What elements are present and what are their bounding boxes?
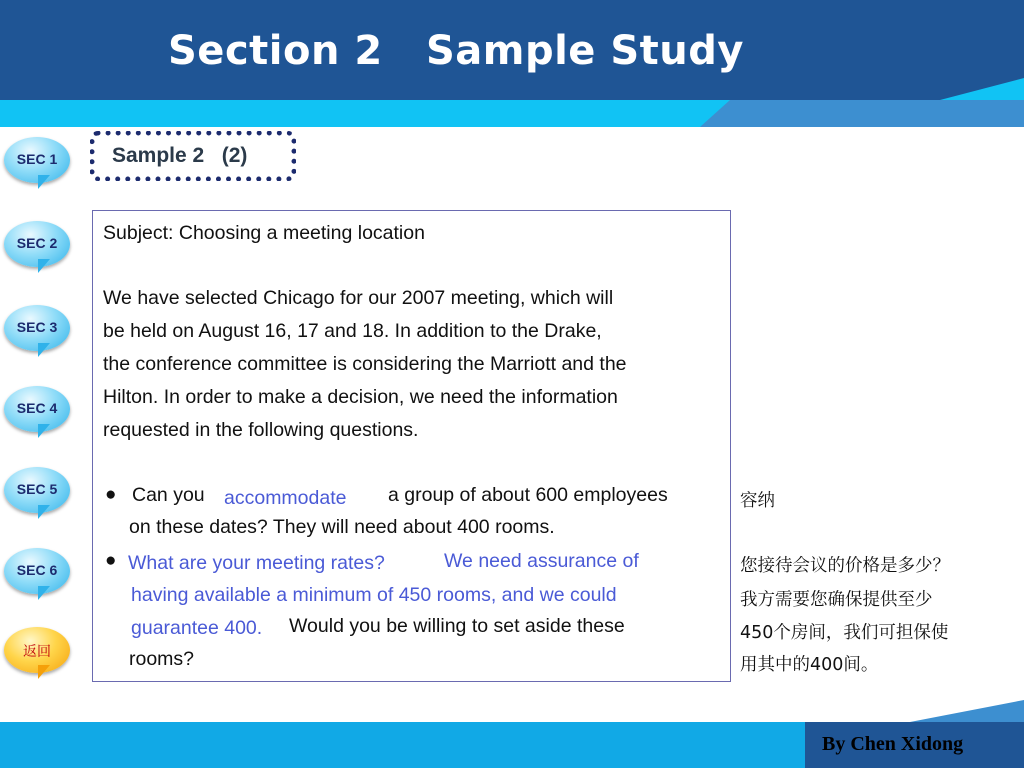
bubble-tail	[38, 175, 50, 189]
q2-fill-c: having available a minimum of 450 rooms, and we could	[131, 584, 617, 606]
header-accent-shape	[700, 100, 730, 127]
q2-fill-a: What are your meeting rates?	[128, 552, 385, 574]
bubble-tail	[38, 259, 50, 273]
q1-prefix: Can you	[132, 484, 205, 506]
nav-label: SEC 3	[16, 319, 58, 335]
letter-subject: Subject: Choosing a meeting location	[103, 222, 425, 244]
header-accent-strip	[730, 100, 1024, 127]
nav-label: SEC 4	[16, 400, 58, 416]
letter-line: be held on August 16, 17 and 18. In addition to the Drake,	[103, 320, 602, 342]
q1-fill-in: accommodate	[224, 487, 347, 509]
note-translation-1: 容纳	[740, 491, 775, 511]
bubble-tail	[38, 665, 50, 679]
letter-box	[92, 210, 731, 682]
header-accent-wedge	[940, 78, 1024, 100]
nav-button-sec-3[interactable]	[4, 305, 72, 363]
bubble-tail	[38, 343, 50, 357]
bubble-tail	[38, 586, 50, 600]
q1-line-2: on these dates? They will need about 400 rooms.	[129, 516, 555, 538]
nav-label: SEC 6	[16, 562, 58, 578]
nav-label: SEC 2	[16, 235, 58, 251]
note-translation-line: 您接待会议的价格是多少？	[740, 556, 950, 576]
back-button[interactable]	[4, 627, 72, 685]
note-translation-line: 用其中的400间。	[740, 655, 879, 675]
nav-button-sec-2[interactable]	[4, 221, 72, 279]
page-title: Section 2 Sample Study	[168, 28, 744, 74]
q2-fill-d: guarantee 400.	[131, 617, 263, 639]
nav-label: SEC 5	[16, 481, 58, 497]
back-label: 返回	[23, 644, 51, 660]
note-translation-line: 我方需要您确保提供至少	[740, 590, 933, 610]
q2-line-4: rooms?	[129, 648, 195, 670]
nav-label: SEC 1	[16, 151, 58, 167]
nav-button-sec-1[interactable]	[4, 137, 72, 195]
sample-title: Sample 2 (2)	[112, 144, 248, 167]
q2-fill-b: We need assurance of	[444, 550, 639, 572]
note-translation-line: 450个房间，我们可担保使	[740, 623, 949, 643]
nav-button-sec-4[interactable]	[4, 386, 72, 444]
letter-line: the conference committee is considering the Marriott and the	[103, 353, 627, 375]
bubble-tail	[38, 505, 50, 519]
author-credit: By Chen Xidong	[822, 733, 964, 755]
nav-button-sec-6[interactable]	[4, 548, 72, 606]
nav-button-sec-5[interactable]	[4, 467, 72, 525]
bullet-icon: ●	[105, 484, 117, 505]
letter-line: requested in the following questions.	[103, 419, 419, 441]
footer-accent-wedge	[910, 700, 1024, 722]
letter-line: We have selected Chicago for our 2007 meeting, which will	[103, 287, 614, 309]
q1-suffix: a group of about 600 employees	[388, 484, 668, 506]
letter-line: Hilton. In order to make a decision, we need the information	[103, 386, 618, 408]
bubble-tail	[38, 424, 50, 438]
bullet-icon: ●	[105, 550, 117, 571]
q2-rest: Would you be willing to set aside these	[289, 615, 625, 637]
